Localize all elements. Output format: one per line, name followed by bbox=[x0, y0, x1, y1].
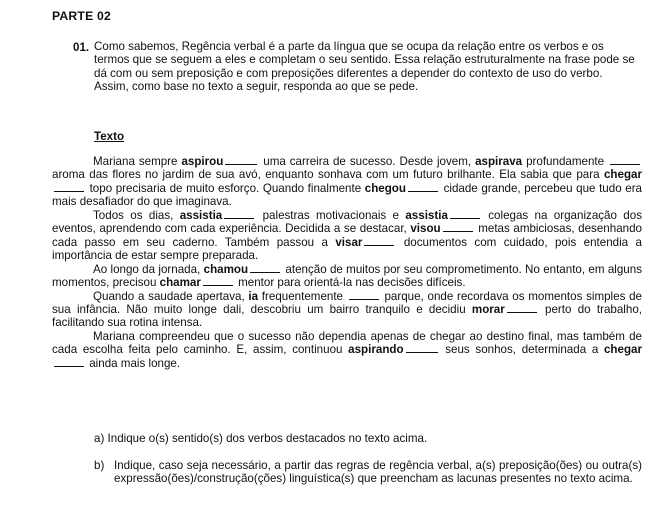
question-number: 01. bbox=[73, 41, 90, 54]
story-paragraph-2: Todos os dias, assistia palestras motivacionais e assistia colegas na organização dos eventos, aprendendo com cada experiência. Decidida a se destacar, visou metas ambiciosas, desenhando cada passo em seu caderno. Também passou a visar documentos com cuidado, pois entendia a importância de estar sempre preparada. bbox=[52, 208, 642, 263]
question-a: a) Indique o(s) sentido(s) dos verbos destacados no texto acima. bbox=[94, 432, 428, 445]
part-title: PARTE 02 bbox=[52, 9, 111, 23]
texto-heading: Texto bbox=[94, 130, 125, 143]
story-paragraph-5: Mariana compreendeu que o sucesso não dependia apenas de chegar ao destino final, mas também de cada escolha feita pelo caminho. E, assim, continuou aspirando seus sonhos, determinada a chegar ainda mais longe. bbox=[52, 329, 642, 370]
answer-blank[interactable] bbox=[203, 276, 233, 286]
answer-blank[interactable] bbox=[443, 222, 473, 232]
answer-blank[interactable] bbox=[225, 155, 257, 165]
highlighted-verb: assistia bbox=[405, 208, 448, 222]
question-b-label: b) bbox=[94, 459, 105, 472]
highlighted-verb: aspirou bbox=[181, 155, 224, 168]
highlighted-verb: visou bbox=[410, 222, 441, 236]
answer-blank[interactable] bbox=[224, 209, 254, 219]
highlighted-verb: chamar bbox=[159, 276, 201, 290]
answer-blank[interactable] bbox=[507, 303, 537, 313]
highlighted-verb: aspirando bbox=[348, 343, 404, 357]
answer-blank[interactable] bbox=[250, 263, 280, 273]
answer-blank[interactable] bbox=[364, 236, 394, 246]
answer-blank[interactable] bbox=[349, 290, 379, 300]
answer-blank[interactable] bbox=[610, 155, 640, 165]
question-b-text: Indique, caso seja necessário, a partir das regras de regência verbal, a(s) preposição(ões) ou outra(s) expressão(ões)/construção(ções) linguística(s) que preencham as lacunas presentes no texto acima. bbox=[114, 459, 642, 486]
highlighted-verb: aspirava bbox=[475, 155, 523, 168]
story-text bbox=[52, 155, 642, 370]
answer-blank[interactable] bbox=[450, 209, 480, 219]
intro-instruction: Assim, como base no texto a seguir, responda ao que se pede. bbox=[94, 80, 419, 94]
highlighted-verb: chegar bbox=[603, 343, 642, 357]
highlighted-verb: visar bbox=[335, 235, 363, 249]
highlighted-verb: assistia bbox=[179, 208, 223, 222]
answer-blank[interactable] bbox=[54, 357, 84, 367]
highlighted-verb: morar bbox=[471, 302, 505, 316]
answer-blank[interactable] bbox=[408, 182, 438, 192]
highlighted-verb: ia bbox=[248, 289, 259, 303]
highlighted-verb: chegar bbox=[603, 168, 642, 182]
highlighted-verb: chamou bbox=[203, 262, 249, 276]
story-paragraph-3: Ao longo da jornada, chamou atenção de muitos por seu comprometimento. No entanto, em alguns momentos, precisou chamar mentor para orientá-la nas decisões difíceis. bbox=[52, 262, 642, 290]
question-b bbox=[94, 459, 642, 486]
highlighted-verb: chegou bbox=[364, 181, 406, 195]
answer-blank[interactable] bbox=[406, 343, 438, 353]
story-paragraph-4: Quando a saudade apertava, ia frequentemente parque, onde recordava os momentos simples de sua infância. Não muito longe dali, descobriu um bairro tranquilo e decidiu morar perto do trabalho, facilitando sua rotina intensa. bbox=[52, 289, 642, 330]
answer-blank[interactable] bbox=[54, 182, 84, 192]
story-paragraph-1: Mariana sempre aspirou uma carreira de sucesso. Desde jovem, aspirava profundamente aroma das flores no jardim de sua avó, enquanto sonhava com um futuro brilhante. Ela sabia que para chegar topo precisaria de muito esforço. Quando finalmente chegou cidade grande, percebeu que tudo era mais desafiador do que imaginava. bbox=[52, 155, 642, 209]
intro-text: Como sabemos, Regência verbal é a parte da língua que se ocupa da relação entre os verbos e os termos que se seguem a eles e completam o seu sentido. Essa relação estruturalmente na frase pode se dá com ou sem preposição e com preposições diferentes a depender do contexto de uso do verbo. bbox=[94, 40, 635, 80]
question-intro bbox=[94, 40, 642, 94]
